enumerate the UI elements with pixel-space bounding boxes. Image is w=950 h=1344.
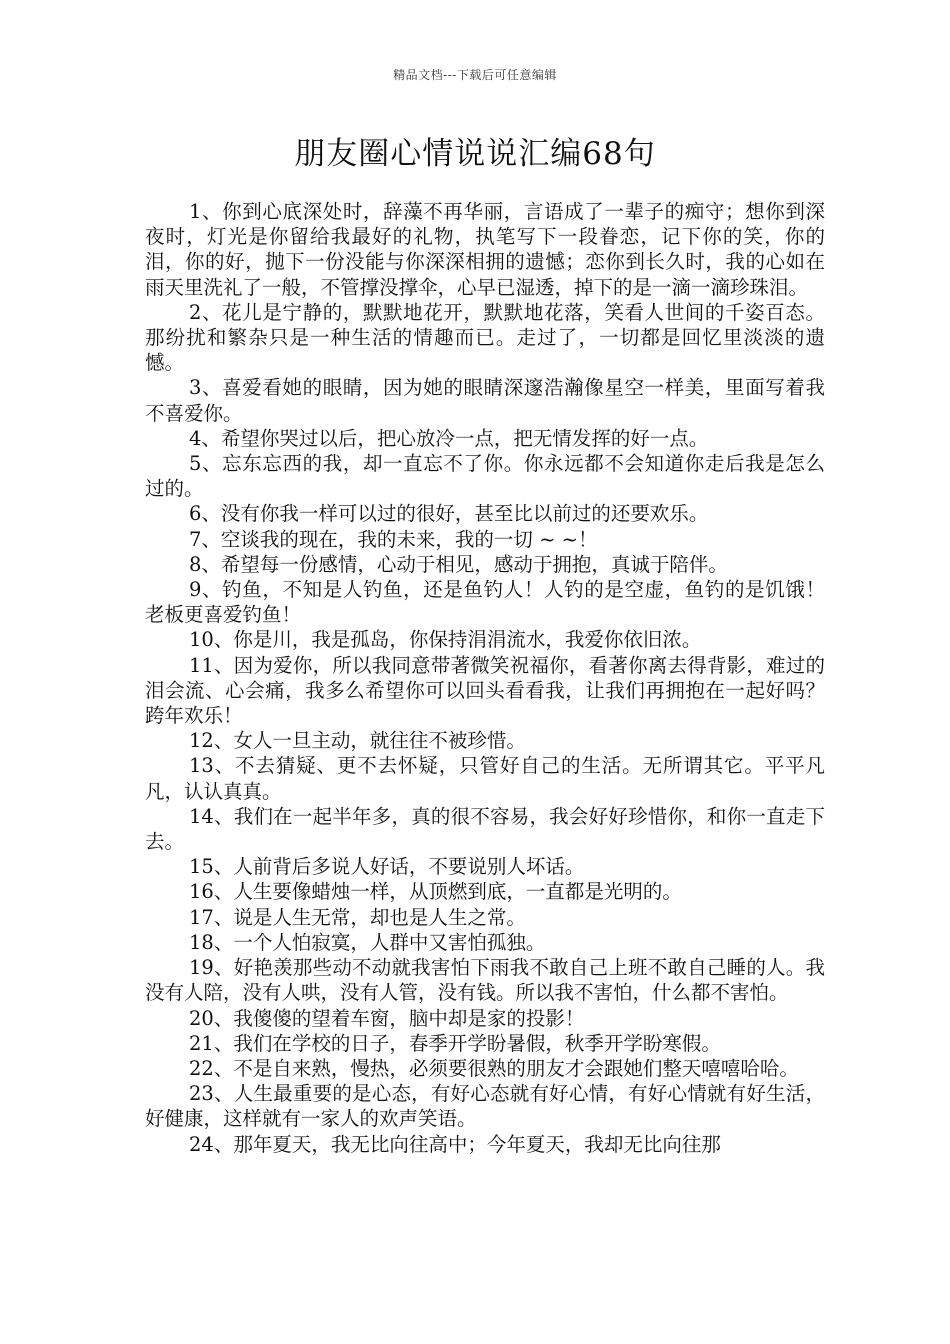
paragraph-14: 14、我们在一起半年多，真的很不容易，我会好好珍惜你，和你一直走下去。	[145, 804, 825, 854]
paragraph-8: 8、希望每一份感情，心动于相见，感动于拥抱，真诚于陪伴。	[189, 552, 728, 576]
paragraph-5: 5、忘东忘西的我，却一直忘不了你。你永远都不会知道你走后我是怎么过的。	[145, 452, 825, 501]
paragraph-21: 21、我们在学校的日子，春季开学盼暑假，秋季开学盼寒假。	[189, 1031, 721, 1055]
paragraph-18: 18、一个人怕寂寞，人群中又害怕孤独。	[189, 930, 546, 954]
paragraph-7: 7、空谈我的现在，我的未来，我的一切 ~ ~！	[189, 527, 598, 551]
paragraph-24: 24、那年夏天，我无比向往高中；今年夏天，我却无比向往那	[189, 1132, 721, 1156]
paragraph-9: 9、钓鱼，不知是人钓鱼，还是鱼钓人！人钓的是空虚，鱼钓的是饥饿！老板更喜爱钓鱼！	[145, 578, 825, 627]
paragraph-16: 16、人生要像蜡烛一样，从顶燃到底，一直都是光明的。	[189, 880, 682, 904]
paragraph-4: 4、希望你哭过以后，把心放冷一点，把无情发挥的好一点。	[189, 426, 709, 450]
document-body	[145, 199, 825, 1157]
page-title: 朋友圈心情说说汇编68句	[294, 136, 656, 172]
paragraph-20: 20、我傻傻的望着车窗，脑中却是家的投影！	[189, 1006, 585, 1030]
paragraph-13: 13、不去猜疑、更不去怀疑，只管好自己的生活。无所谓其它。平平凡凡，认认真真。	[145, 754, 825, 803]
header-note: 精品文档---下载后可任意编辑	[393, 68, 557, 82]
paragraph-10: 10、你是川，我是孤岛，你保持涓涓流水，我爱你依旧浓。	[189, 628, 702, 652]
paragraph-15: 15、人前背后多说人好话，不要说别人坏话。	[189, 855, 585, 879]
paragraph-22: 22、不是自来熟，慢热，必须要很熟的朋友才会跟她们整天嘻嘻哈哈。	[189, 1056, 799, 1080]
paragraph-6: 6、没有你我一样可以过的很好，甚至比以前过的还要欢乐。	[189, 502, 709, 526]
paragraph-23: 23、人生最重要的是心态，有好心态就有好心情，有好心情就有好生活，好健康，这样就有一家人的欢声笑语。	[145, 1082, 825, 1131]
paragraph-2: 2、花儿是宁静的，默默地花开，默默地花落，笑看人世间的千姿百态。那纷扰和繁杂只是一种生活的情趣而已。走过了，一切都是回忆里淡淡的遗憾。	[145, 300, 825, 375]
paragraph-19: 19、好艳羡那些动不动就我害怕下雨我不敢自己上班不敢自己睡的人。我没有人陪，没有人哄，没有人管，没有钱。所以我不害怕，什么都不害怕。	[145, 956, 825, 1005]
paragraph-11: 11、因为爱你，所以我同意带著微笑祝福你，看著你离去得背影，难过的泪会流、心会痛，我多么希望你可以回头看看我，让我们再拥抱在一起好吗？ 跨年欢乐！	[145, 653, 825, 728]
paragraph-17: 17、说是人生无常，却也是人生之常。	[189, 905, 526, 929]
paragraph-3: 3、喜爱看她的眼睛，因为她的眼睛深邃浩瀚像星空一样美，里面写着我不喜爱你。	[145, 376, 825, 425]
paragraph-1: 1、你到心底深处时，辞藻不再华丽，言语成了一辈子的痴守；想你到深夜时，灯光是你留给我最好的礼物，执笔写下一段眷恋，记下你的笑，你的泪，你的好，抛下一份没能与你深深相拥的遗憾；恋你到长久时，我的心如在雨天里洗礼了一般，不管撑没撑伞，心早已湿透，掉下的是一滴一滴珍珠泪。	[145, 200, 825, 299]
paragraph-12: 12、女人一旦主动，就往往不被珍惜。	[189, 729, 526, 753]
